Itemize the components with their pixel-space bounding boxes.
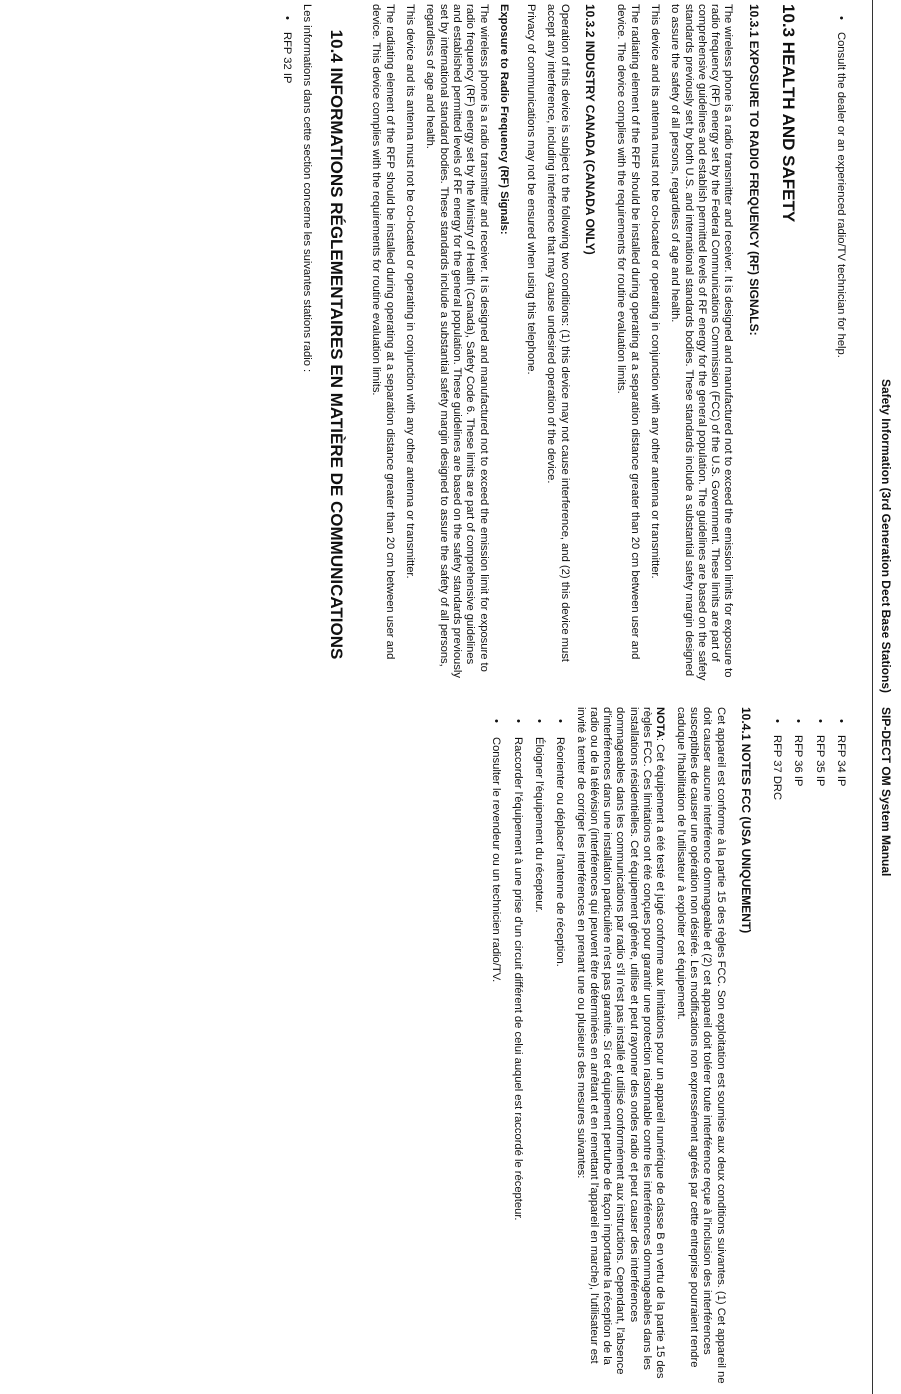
nota-label: NOTA xyxy=(654,707,667,738)
measures-list xyxy=(489,707,566,1390)
header-rule xyxy=(872,0,873,697)
station-list xyxy=(770,707,847,1390)
page-body xyxy=(481,707,847,1390)
paragraph: This device and its antenna must not be co-located or operating in conjunction with any other antenna or transmitter. xyxy=(404,4,417,579)
list-item: • RFP 32 IP xyxy=(280,4,293,685)
paragraph: Operation of this device is subject to the following two conditions: (1) this device may not cause interference, and (2) this device must accept any interference, including interference that may cause undesired operation of the device. xyxy=(545,4,571,662)
list-item: • RFP 36 IP xyxy=(791,707,804,1390)
list-item: • Réorienter ou déplacer l'antenne de réception. xyxy=(553,707,566,1390)
paragraph: The radiating element of the RFP should be installed during operating at a separation distance greater than 20 cm between user and device. The device complies with the requirements for routine evaluation limits. xyxy=(615,4,641,660)
running-head: Safety Information (3rd Generation Dect Base Stations) xyxy=(879,378,893,693)
list-item: • Éloigner l'équipement du récepteur. xyxy=(532,707,545,1390)
heading-rf-exposure: 10.3.1 EXPOSURE TO RADIO FREQUENCY (RF) SIGNALS: xyxy=(746,4,761,336)
paragraph-nota xyxy=(573,707,666,1390)
list-item: • RFP 35 IP xyxy=(812,707,825,1390)
paragraph: Cet appareil est conforme à la partie 15 des règles FCC. Son exploitation est soumise aux deux conditions suivantes. (1) Cet appareil ne doit causer aucune interférence dommageable et (2) cet appareil doit tolérer toute interférence reçue à l'inclusion des interférences susceptibles de causer une opération non désirée. Les modifications non expressément agréés par cette entreprise pourraient rendre caduque l'habilitation de l'utilisateur à exploiter cet équipement. xyxy=(674,707,727,1384)
list-item: • Consult the dealer or an experienced radio/TV technician for help. xyxy=(834,4,847,685)
header-rule xyxy=(872,697,873,1394)
paragraph: The wireless phone is a radio transmitter and receiver. It is designed and manufactured not to exceed the emission limit for exposure to radio frequency (RF) energy set by the Ministry of Health (Canada), Safety Code 6. These limits are part of comprehensive guidelines and established permitted levels of RF energy for the general population. These guidelines are based on the safety standards previously set by international standard bodies. These standards include a substantial safety margin designed to assure the safety of all persons, regardless of age and health. xyxy=(424,4,490,678)
list-item: • Consulter le revendeur ou un technicien radio/TV. xyxy=(489,707,502,1390)
heading-industry-canada: 10.3.2 INDUSTRY CANADA (CANADA ONLY) xyxy=(583,4,598,255)
page-body xyxy=(272,4,847,685)
heading-notes-fcc: 10.4.1 NOTES FCC (USA UNIQUEMENT) xyxy=(738,707,753,934)
subheading-exposure: Exposure to Radio Frequency (RF) Signals: xyxy=(497,4,510,235)
paragraph: Les informations dans cette section concerne les suivantes stations radio : xyxy=(301,4,314,373)
nota-text: : Cet équipement a été testé et jugé conforme aux limitations pour un appareil numérique de classe B en vertu de la partie 15 des règles FCC. Ces limitations ont été conçues pour garantir une protection raisonnable contre les interférences dommageables dans les installations résidentielles. Cet équipement génère, utilise et peut rayonner des ondes radio et peut causer des interférences dommageables dans les communications par radio s'il n'est pas installé et utilisé conformément aux instructions. Cependant, l'absence d'interférences dans une installation particulière n'est pas garantie. Si cet équipement perturbe de façon importante la réception de la radio ou de la télévision (interférences qui peuvent être déterminées en arrêtant et en remettant l'appareil en marche), l'utilisateur est invité à tenter de corriger les interférences en prenant une ou plusieurs des mesures suivantes: xyxy=(574,707,667,1379)
heading-reglementaires: 10.4 INFORMATIONS RÉGLEMENTAIRES EN MATIÈRE DE COMMUNICATIONS xyxy=(327,29,347,660)
paragraph: The wireless phone is a radio transmitter and receiver. It is designed and manufactured not to exceed the emission limits for exposure to radio frequency (RF) energy set by the Federal Communications Commission (FCC) of the U.S. Government. These limits are part of comprehensive guidelines and establish permitted levels of RF energy for the general population. The guidelines are based on the safety standards previously set by both U.S. and international standards bodies. These standards include a substantial safety margin designed to assure the safety of all persons, regardless of age and health. xyxy=(669,4,735,681)
page-344 xyxy=(0,697,901,1394)
bullet-list xyxy=(834,4,847,685)
list-item: • RFP 37 DRC xyxy=(770,707,783,1390)
paragraph: The radiating element of the RFP should be installed during operating at a separation distance greater than 20 cm between user and device. This device complies with the requirements for routine evaluation limits. xyxy=(370,4,396,660)
heading-health-safety: 10.3 HEALTH AND SAFETY xyxy=(778,4,798,223)
paragraph: This device and its antenna must not be co-located or operating in conjunction with any other antenna or transmitter. xyxy=(648,4,661,579)
station-list xyxy=(280,4,293,685)
list-item: • Raccorder l'équipement à une prise d'un circuit différent de celui auquel est raccordé le récepteur. xyxy=(510,707,523,1390)
paragraph: Privacy of communications may not be ensured when using this telephone. xyxy=(525,4,538,375)
list-item: • RFP 34 IP xyxy=(834,707,847,1390)
running-head: SIP-DECT OM System Manual xyxy=(879,707,893,877)
